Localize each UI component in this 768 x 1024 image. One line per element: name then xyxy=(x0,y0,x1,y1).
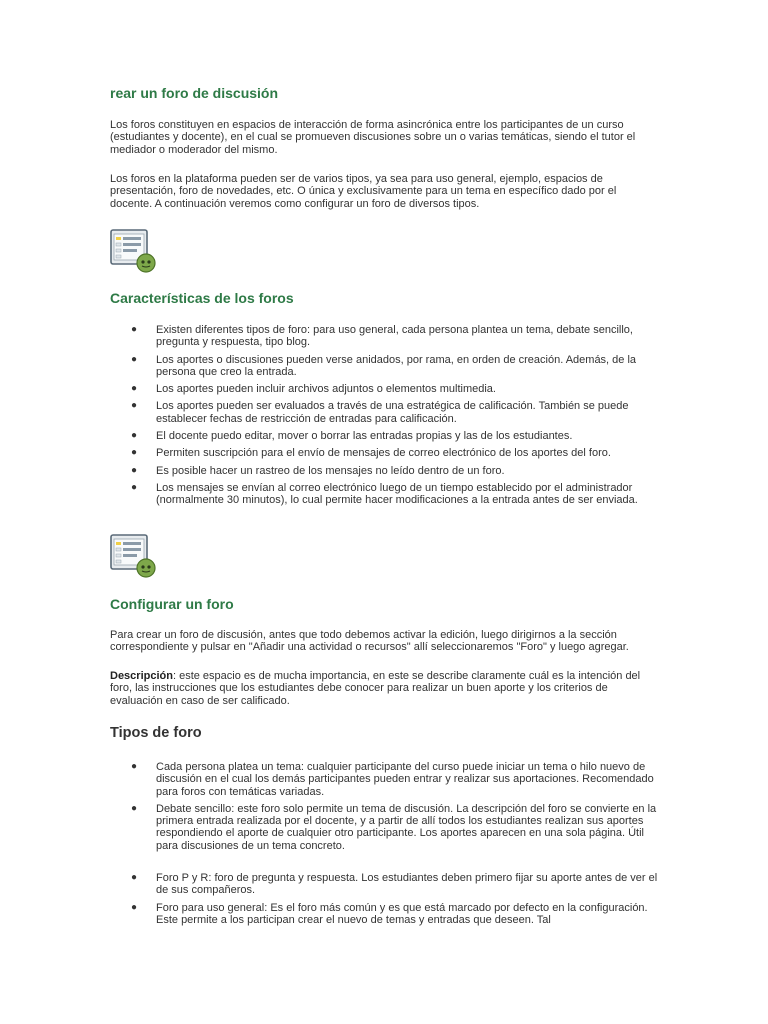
bullet-icon: ● xyxy=(131,324,138,335)
list-item-text: Foro P y R: foro de pregunta y respuesta. Los estudiantes deben primero fijar su aporte antes de ver el de sus compañeros. xyxy=(156,872,658,897)
list-item xyxy=(110,383,658,395)
list-item-text: Los aportes o discusiones pueden verse anidados, por rama, en orden de creación. Además, de la persona que creo la entrada. xyxy=(156,353,637,378)
bullet-icon: ● xyxy=(131,430,138,442)
list-item xyxy=(110,902,658,927)
list-item-text: El docente puedo editar, mover o borrar las entradas propias y las de los estudiantes. xyxy=(156,430,573,443)
forum-activity-icon xyxy=(110,228,158,274)
bullet-icon: ● xyxy=(131,901,138,913)
list-item-text: Los aportes pueden ser evaluados a través de una estratégica de calificación. También se puede establecer fechas de restricción de entradas para calificación. xyxy=(156,400,629,425)
list-item xyxy=(110,872,658,897)
list-item xyxy=(110,803,658,852)
bullet-icon: ● xyxy=(131,447,138,459)
bullet-icon: ● xyxy=(131,481,138,493)
list-item-text: Cada persona platea un tema: cualquier participante del curso puede iniciar un tema o hilo nuevo de discusión en el cual los demás participantes pueden entrar y realizar sus aportaciones. Recomendado para foros con temáticas variadas. xyxy=(156,761,654,798)
bullet-icon: ● xyxy=(131,353,138,365)
bullet-icon: ● xyxy=(131,464,138,476)
descripcion-label: Descripción xyxy=(110,670,173,682)
list-item xyxy=(110,400,658,425)
bullet-icon: ● xyxy=(131,383,138,395)
bullet-icon: ● xyxy=(131,872,138,883)
list-item xyxy=(110,761,658,798)
list-item-text: Los aportes pueden incluir archivos adjuntos o elementos multimedia. xyxy=(156,383,496,396)
list-item xyxy=(110,430,658,442)
paragraph-configurar: Para crear un foro de discusión, antes que todo debemos activar la edición, luego dirigirnos a la sección correspondiente y pulsar en "Añadir una actividad o recursos" allí seleccionaremos "Foro" y luego agregar. xyxy=(110,629,629,654)
list-item-text: Permiten suscripción para el envío de mensajes de correo electrónico de los aportes del foro. xyxy=(156,447,611,460)
tipos-list-b xyxy=(110,872,658,931)
heading-crear-foro: rear un foro de discusión xyxy=(110,85,279,101)
list-item-text: Los mensajes se envían al correo electrónico luego de un tiempo establecido por el administrador (normalmente 30 minutos), lo cual permite hacer modificaciones a la entrada antes de ser enviada. xyxy=(156,481,638,507)
list-item-text: Foro para uso general: Es el foro más común y es que está marcado por defecto en la configuración. Este permite a los participan crear el nuevo de temas y entradas que deseen. Tal xyxy=(156,901,648,926)
list-item xyxy=(110,324,658,349)
bullet-icon: ● xyxy=(131,802,138,814)
list-item xyxy=(110,465,658,477)
caracteristicas-list xyxy=(110,324,658,512)
list-item-text: Debate sencillo: este foro solo permite un tema de discusión. La descripción del foro se convierte en la primera entrada realizada por el docente, y a partir de allí todos los estudiantes realizan sus aportes respondiendo el aporte de cualquier otro participante. Los aportes aparecen en una sola página. Útil para discusiones de un tema concreto. xyxy=(156,802,657,852)
list-item xyxy=(110,354,658,379)
list-item-text: Existen diferentes tipos de foro: para uso general, cada persona plantea un tema, debate sencillo, pregunta y respuesta, tipo blog. xyxy=(156,324,633,349)
list-item xyxy=(110,482,658,507)
list-item-text: Es posible hacer un rastreo de los mensajes no leído dentro de un foro. xyxy=(156,464,505,477)
list-item xyxy=(110,447,658,459)
paragraph-intro-2: Los foros en la plataforma pueden ser de varios tipos, ya sea para uso general, ejemplo, espacios de presentación, foro de novedades, etc. O única y exclusivamente para un tema en específico dado por el docente. A continuación veremos como configurar un foro de diversos tipos. xyxy=(110,173,617,210)
heading-tipos: Tipos de foro xyxy=(110,725,202,741)
paragraph-descripcion xyxy=(110,670,658,707)
descripcion-text: : este espacio es de mucha importancia, en este se describe claramente cuál es la intención del foro, las instrucciones que los estudiantes debe conocer para realizar un buen aporte y los criterios de evaluación en caso de ser calificado. xyxy=(110,670,641,707)
heading-configurar: Configurar un foro xyxy=(110,596,234,612)
bullet-icon: ● xyxy=(131,400,138,412)
forum-activity-icon xyxy=(110,533,158,579)
tipos-list-a xyxy=(110,761,658,857)
heading-caracteristicas: Características de los foros xyxy=(110,290,294,306)
paragraph-intro-1: Los foros constituyen en espacios de interacción de forma asincrónica entre los participantes de un curso (estudiantes y docente), en el cual se promueven discusiones sobre un o varias temáticas, siendo el tutor el mediador o moderador del mismo. xyxy=(110,119,636,156)
bullet-icon: ● xyxy=(131,761,138,772)
